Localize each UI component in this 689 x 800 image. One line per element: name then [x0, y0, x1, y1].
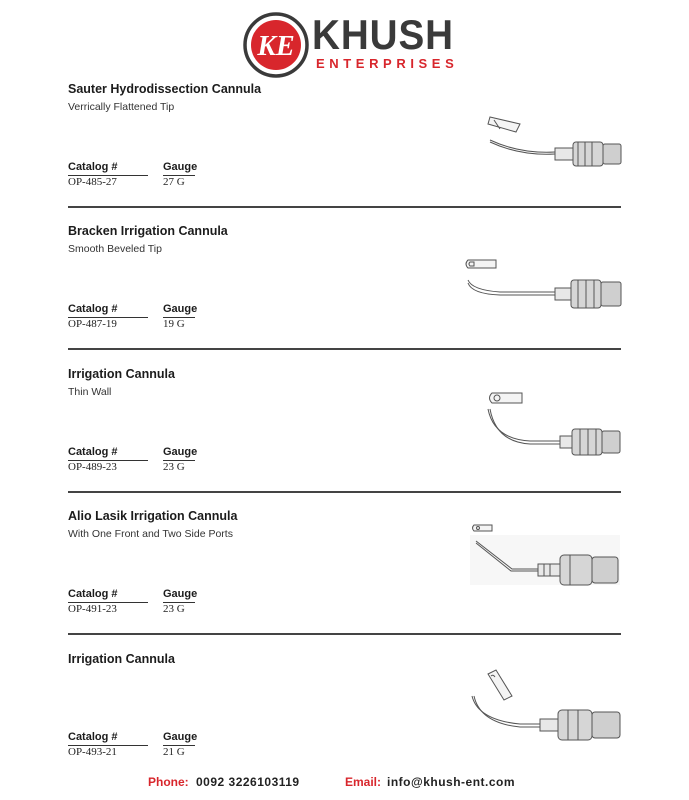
brand-subtitle: ENTERPRISES — [316, 56, 459, 71]
catalog-header: Catalog # — [68, 588, 118, 600]
product-title: Alio Lasik Irrigation Cannula — [68, 509, 238, 523]
section-divider — [68, 206, 621, 208]
gauge-value: 23 G — [163, 461, 185, 473]
cannula-drawing-icon — [460, 523, 625, 603]
cannula-drawing-icon — [460, 252, 625, 332]
section-divider — [68, 633, 621, 635]
gauge-value: 23 G — [163, 603, 185, 615]
gauge-value: 27 G — [163, 176, 185, 188]
catalog-header: Catalog # — [68, 731, 118, 743]
catalog-number: OP-491-23 — [68, 603, 117, 615]
product-title: Irrigation Cannula — [68, 652, 175, 666]
catalog-number: OP-487-19 — [68, 318, 117, 330]
product-title: Irrigation Cannula — [68, 367, 175, 381]
gauge-value: 21 G — [163, 746, 185, 758]
product-subtitle: Smooth Beveled Tip — [68, 243, 162, 255]
phone-label: Phone: — [148, 775, 189, 789]
section-divider — [68, 348, 621, 350]
logo-letters: KE — [257, 31, 295, 62]
product-title: Sauter Hydrodissection Cannula — [68, 82, 262, 96]
catalog-number: OP-489-23 — [68, 461, 117, 473]
page-header — [0, 0, 689, 82]
gauge-header: Gauge — [163, 731, 198, 743]
gauge-header: Gauge — [163, 303, 198, 315]
product-entry — [0, 363, 689, 505]
product-subtitle: With One Front and Two Side Ports — [68, 528, 233, 540]
catalog-number: OP-485-27 — [68, 176, 117, 188]
product-entry — [0, 505, 689, 647]
product-entry — [0, 220, 689, 362]
cannula-drawing-icon — [460, 668, 625, 748]
catalog-header: Catalog # — [68, 446, 118, 458]
catalog-number: OP-493-21 — [68, 746, 117, 758]
email-address[interactable]: info@khush-ent.com — [387, 775, 516, 789]
gauge-header: Gauge — [163, 161, 198, 173]
email-label: Email: — [345, 775, 382, 789]
product-subtitle: Verrically Flattened Tip — [68, 101, 175, 113]
product-entry — [0, 78, 689, 220]
section-divider — [68, 491, 621, 493]
gauge-value: 19 G — [163, 318, 185, 330]
cannula-drawing-icon — [460, 112, 625, 192]
company-logo-icon — [243, 12, 309, 78]
product-subtitle: Thin Wall — [68, 386, 112, 398]
product-title: Bracken Irrigation Cannula — [68, 224, 228, 238]
catalog-header: Catalog # — [68, 161, 118, 173]
brand-name: KHUSH — [312, 11, 454, 58]
contact-footer — [0, 775, 689, 795]
catalog-header: Catalog # — [68, 303, 118, 315]
product-entry — [0, 648, 689, 790]
gauge-header: Gauge — [163, 588, 198, 600]
phone-number[interactable]: 0092 3226103119 — [196, 775, 300, 789]
cannula-drawing-icon — [460, 389, 625, 469]
gauge-header: Gauge — [163, 446, 198, 458]
